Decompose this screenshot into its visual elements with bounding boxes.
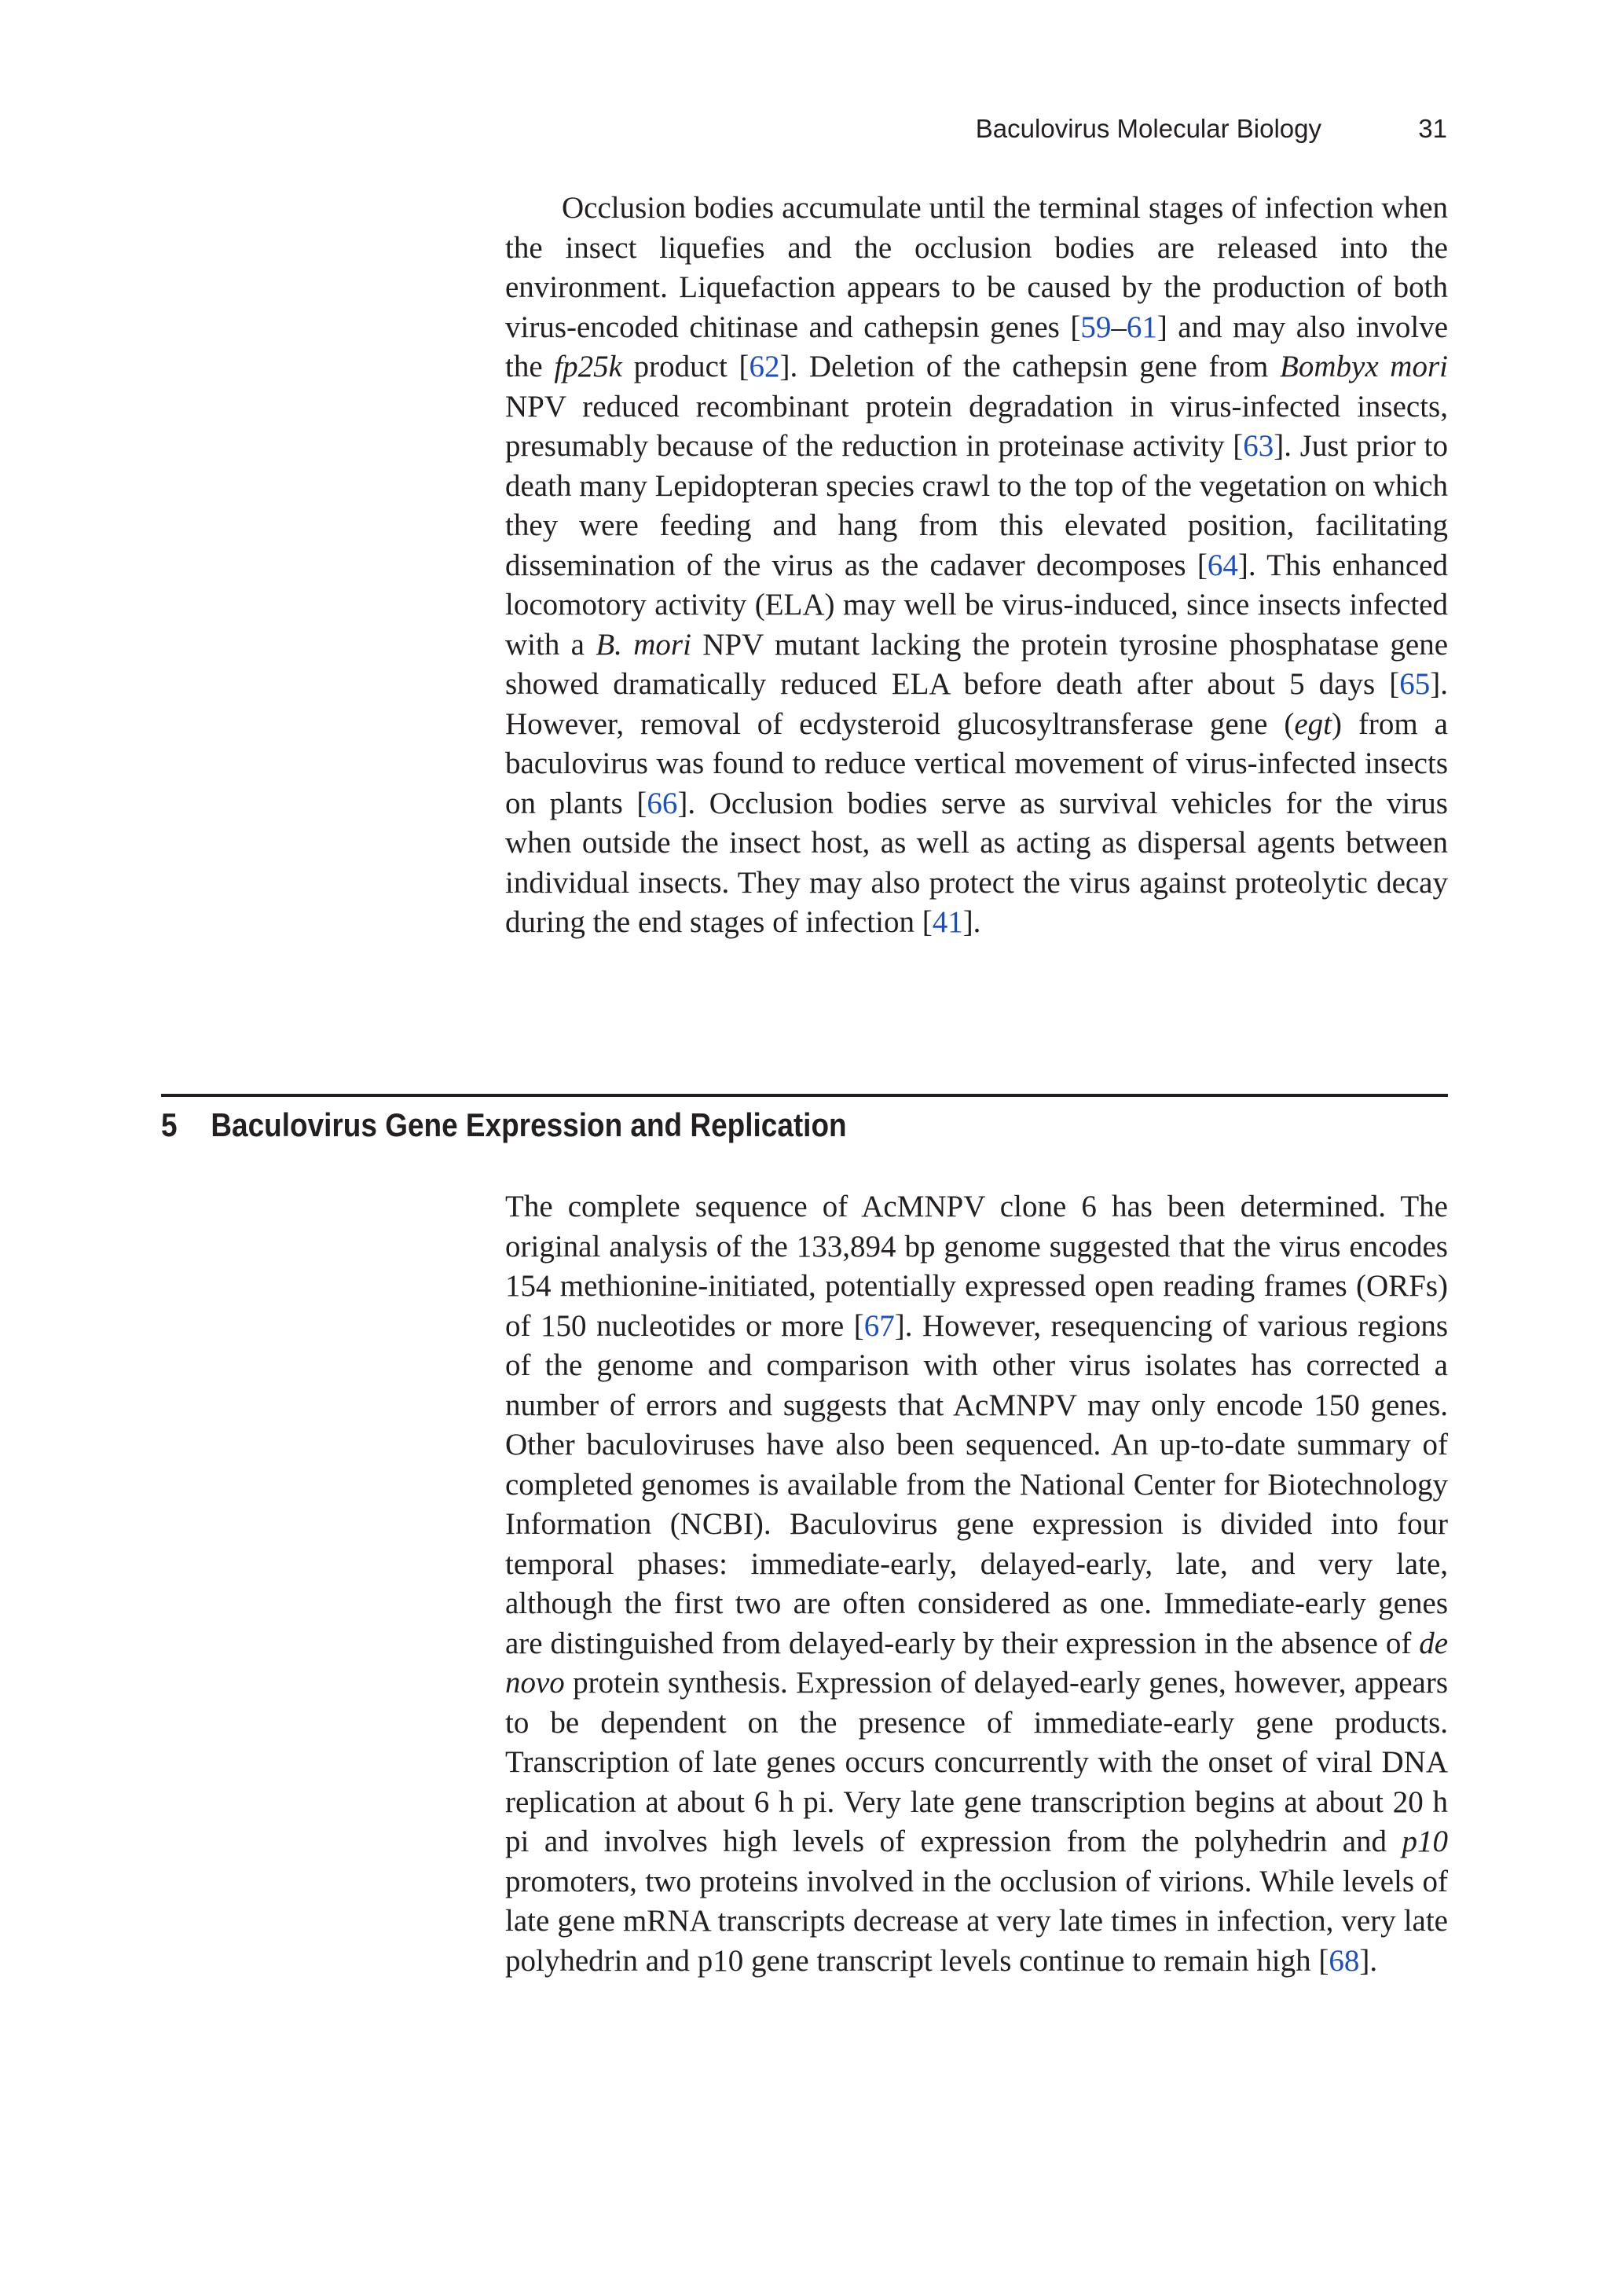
page-number: 31: [1418, 114, 1447, 143]
text-run: ]. Just prior to death many Lepidopteran species crawl to the top of the vegetation on which they were feeding and hang from this elevated position, facilitating dissemination of the virus as the cadaver decomposes [: [505, 429, 1448, 582]
section-title: Baculovirus Gene Expression and Replication: [211, 1106, 847, 1143]
citation-link[interactable]: 68: [1329, 1943, 1360, 1978]
citation-link[interactable]: 66: [647, 786, 678, 820]
text-run: NPV mutant lacking the protein tyrosine phosphatase gene showed dramatically reduced ELA before death after about 5 days [: [505, 627, 1449, 701]
citation-link[interactable]: 41: [932, 905, 963, 939]
text-run: ].: [962, 905, 981, 939]
citation-link[interactable]: 67: [863, 1308, 895, 1343]
text-run: Occlusion bodies accumulate until the terminal stages of infection when the insect liquefies and the occlusion bodies are released into the environment. Liquefaction appears to be caused by the production of both virus-encoded chitinase and cathepsin genes [: [505, 191, 1448, 344]
text-run: ]. However, removal of ecdysteroid glucosyltransferase gene (: [505, 667, 1448, 741]
text-run: –: [1111, 310, 1127, 344]
section-divider: [161, 1094, 1448, 1097]
text-run: ] and may also involve the: [505, 310, 1449, 383]
text-run: ]. This enhanced locomotory activity (ELA) may well be virus-induced, since insects infected with a: [505, 548, 1448, 662]
citation-link[interactable]: 61: [1126, 310, 1157, 344]
gene-name-italic: p10: [1402, 1825, 1448, 1858]
citation-link[interactable]: 59: [1080, 310, 1112, 344]
text-run: ]. Deletion of the cathepsin gene from: [779, 350, 1281, 383]
species-name-italic: B. mori: [596, 627, 691, 662]
section-number: 5: [161, 1106, 178, 1143]
citation-link[interactable]: 65: [1399, 667, 1431, 701]
text-run: ].: [1359, 1943, 1378, 1978]
running-head: [864, 108, 1447, 149]
citation-link[interactable]: 63: [1243, 429, 1274, 463]
text-run: ]. However, resequencing of various regions of the genome and comparison with other virus isolates has corrected a number of errors and suggests that AcMNPV may only encode 150 genes. Other baculoviruses have also been sequenced. An up-to-date summary of completed genomes is available from the National Center for Biotechnology Information (NCBI). Baculovirus gene expression is divided into four temporal phases: immediate-early, delayed-early, late, and very late, although the first two are often considered as one. Immediate-early genes are distinguished from delayed-early by their expression in the absence of: [505, 1308, 1448, 1660]
text-run: NPV reduced recombinant protein degradation in virus-infected insects, presumably because of the reduction in proteinase activity [: [505, 389, 1448, 463]
paragraph-occlusion-bodies: [505, 189, 1448, 943]
gene-name-italic: fp25k: [554, 350, 622, 383]
text-run: product [: [621, 350, 750, 383]
text-run: promoters, two proteins involved in the occlusion of virions. While levels of late gene mRNA transcripts decrease at very late times in infection, very late polyhedrin and p10 gene transcript levels continue to remain high [: [505, 1864, 1448, 1978]
text-run: ]. Occlusion bodies serve as survival vehicles for the virus when outside the insect host, as well as acting as dispersal agents between individual insects. They may also protect the virus against proteolytic decay during the end stages of infection [: [505, 786, 1448, 939]
term-italic: de novo: [505, 1626, 1448, 1700]
section-heading: [161, 1102, 847, 1149]
species-name-italic: Bombyx mori: [1280, 350, 1448, 383]
running-title: Baculovirus Molecular Biology: [975, 114, 1321, 143]
citation-link[interactable]: 64: [1207, 548, 1238, 582]
text-run: The complete sequence of AcMNPV clone 6 has been determined. The original analysis of the 133,894 bp genome suggested that the virus encodes 154 methionine-initiated, potentially expressed open reading frames (ORFs) of 150 nucleotides or more [: [505, 1190, 1448, 1343]
gene-name-italic: egt: [1294, 706, 1332, 741]
text-run: ) from a baculovirus was found to reduce vertical movement of virus-infected insects on plants [: [505, 706, 1448, 820]
citation-link[interactable]: 62: [749, 350, 780, 383]
paragraph-gene-expression: [505, 1187, 1448, 1981]
text-run: protein synthesis. Expression of delayed-early genes, however, appears to be dependent on the presence of immediate-early gene products. Transcription of late genes occurs concurrently with the onset of viral DNA replication at about 6 h pi. Very late gene transcription begins at about 20 h pi and involves high levels of expression from the polyhedrin and: [505, 1666, 1448, 1858]
